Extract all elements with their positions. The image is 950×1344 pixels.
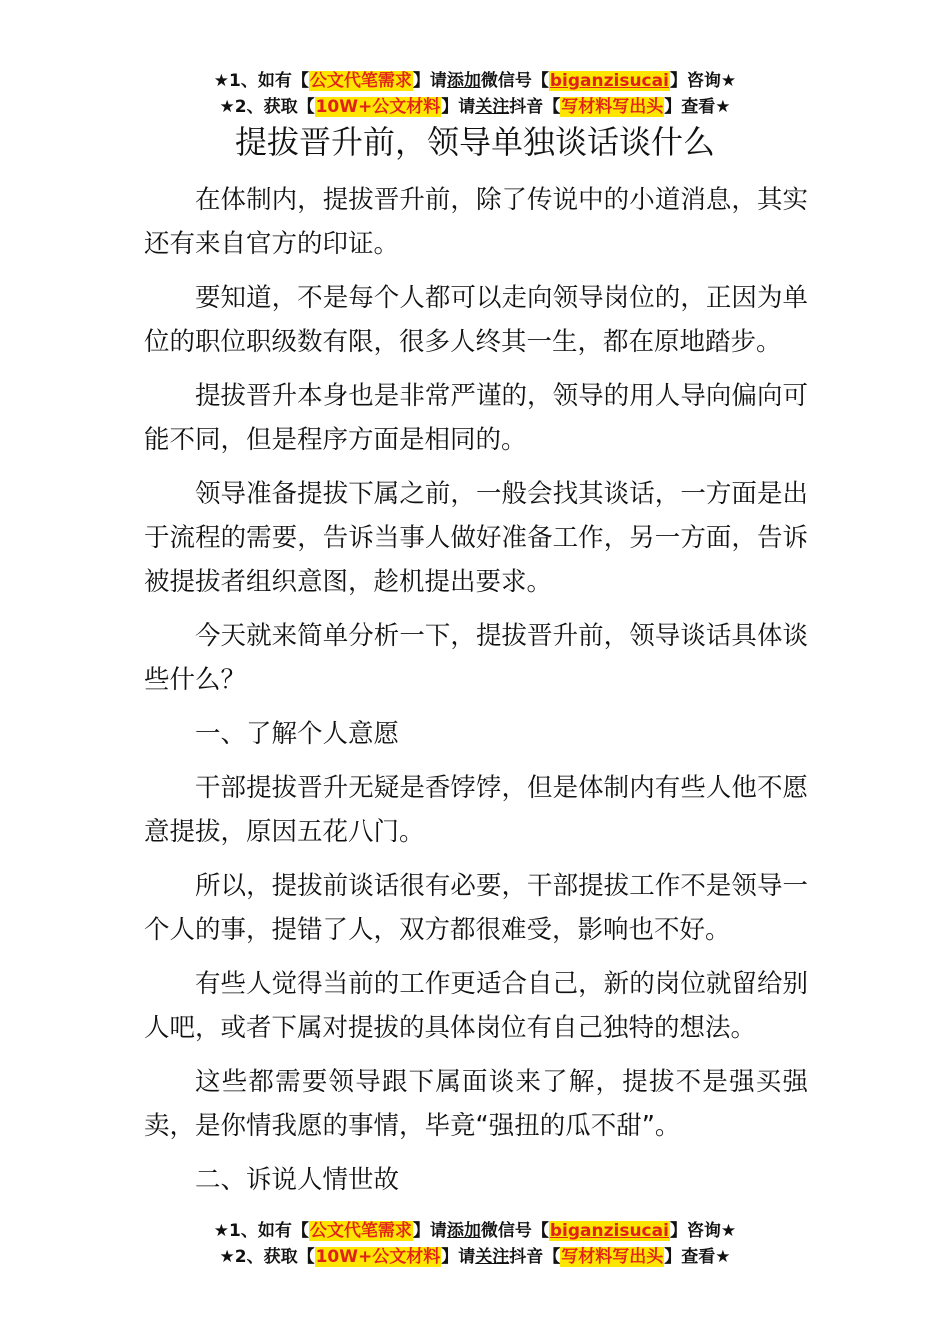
- section-heading: 二、诉说人情世故: [195, 1165, 400, 1195]
- promo-header: [0, 68, 950, 120]
- promo-text: 】咨询★: [669, 1221, 737, 1241]
- promo-text: 】请: [441, 97, 476, 117]
- paragraph: 今天就来简单分析一下，提拔晋升前，领导谈话具体谈些什么？: [144, 621, 808, 695]
- promo-text: ★2、获取【: [219, 97, 315, 117]
- wechat-id-link[interactable]: biganzisucai: [549, 71, 669, 91]
- promo-highlight: 公文代笔需求: [309, 1221, 412, 1241]
- paragraph: 这些都需要领导跟下属面谈来了解，提拔不是强买强卖，是你情我愿的事情，毕竟“强扭的瓜不甜”。: [144, 1067, 808, 1141]
- promo-underlined-text: 关注: [475, 97, 510, 117]
- paragraph: 在体制内，提拔晋升前，除了传说中的小道消息，其实还有来自官方的印证。: [144, 185, 808, 259]
- promo-text: ★1、如有【: [213, 71, 309, 91]
- promo-underlined-text: 添加: [446, 71, 481, 91]
- promo-text: 】请: [412, 1221, 447, 1241]
- promo-text: 抖音【: [509, 1247, 561, 1267]
- promo-text: 】查看★: [664, 1247, 731, 1267]
- wechat-id-link[interactable]: biganzisucai: [549, 1221, 669, 1241]
- paragraph: 提拔晋升本身也是非常严谨的，领导的用人导向偏向可能不同，但是程序方面是相同的。: [144, 381, 808, 455]
- promo-highlight: 10W+公文材料: [315, 97, 441, 117]
- promo-highlight: 10W+公文材料: [315, 1247, 441, 1267]
- promo-text: 微信号【: [480, 1221, 549, 1241]
- promo-text: 】请: [412, 71, 447, 91]
- paragraph: 要知道，不是每个人都可以走向领导岗位的，正因为单位的职位职级数有限，很多人终其一生，都在原地踏步。: [144, 283, 808, 357]
- promo-underlined-text: 添加: [446, 1221, 481, 1241]
- promo-text: 】查看★: [664, 97, 731, 117]
- promo-text: ★2、获取【: [219, 1247, 315, 1267]
- promo-line-2: [0, 94, 950, 120]
- promo-highlight: 公文代笔需求: [309, 71, 412, 91]
- promo-text: 微信号【: [480, 71, 549, 91]
- promo-footer: [0, 1218, 950, 1270]
- promo-text: ★1、如有【: [213, 1221, 309, 1241]
- promo-text: 】咨询★: [669, 71, 737, 91]
- promo-line-1: [0, 1218, 950, 1244]
- paragraph: 领导准备提拔下属之前，一般会找其谈话，一方面是出于流程的需要，告诉当事人做好准备工作，另一方面，告诉被提拔者组织意图，趁机提出要求。: [144, 479, 808, 597]
- promo-line-1: [0, 68, 950, 94]
- section-heading: 一、了解个人意愿: [195, 719, 400, 749]
- douyin-account-highlight: 写材料写出头: [561, 1247, 664, 1267]
- paragraph: 所以，提拔前谈话很有必要，干部提拔工作不是领导一个人的事，提错了人，双方都很难受，影响也不好。: [144, 871, 808, 945]
- document-title: 提拔晋升前，领导单独谈话谈什么: [234, 123, 715, 161]
- promo-underlined-text: 关注: [475, 1247, 510, 1267]
- paragraph: 干部提拔晋升无疑是香饽饽，但是体制内有些人他不愿意提拔，原因五花八门。: [144, 773, 808, 847]
- promo-line-2: [0, 1244, 950, 1270]
- document-body: [144, 178, 808, 1212]
- paragraph: 有些人觉得当前的工作更适合自己，新的岗位就留给别人吧，或者下属对提拔的具体岗位有自己独特的想法。: [144, 969, 808, 1043]
- promo-text: 抖音【: [509, 97, 561, 117]
- promo-text: 】请: [441, 1247, 476, 1267]
- douyin-account-highlight: 写材料写出头: [561, 97, 664, 117]
